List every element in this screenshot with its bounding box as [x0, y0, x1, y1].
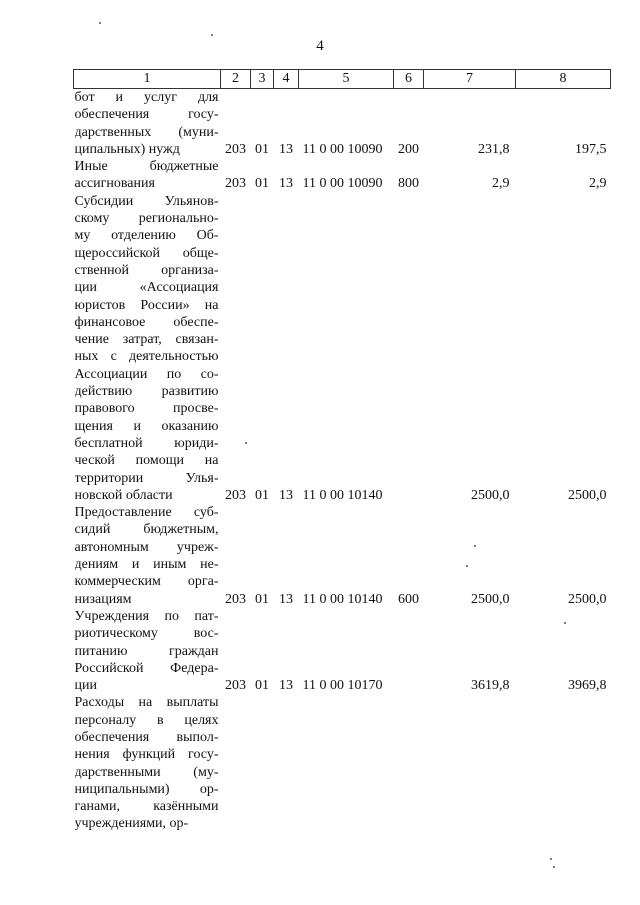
- amount-col8-cell: 197,5: [575, 141, 607, 157]
- section-code-cell: 01: [255, 141, 269, 157]
- row-name-line: правового просве-: [74, 401, 219, 417]
- amount-col7-cell: 3619,8: [471, 678, 510, 694]
- amount-col7-cell: [424, 694, 516, 832]
- amount-col8-cell: 2,9: [589, 176, 607, 192]
- amount-col7-cell: 2,9: [492, 176, 510, 192]
- row-name-line: персоналу в целях: [74, 712, 219, 728]
- target-article-cell: 11 0 00 10140: [302, 591, 383, 607]
- row-name-line: ганами, казёнными: [74, 799, 219, 815]
- row-name-line: чение затрат, связан-: [74, 332, 219, 348]
- row-name-line: действию развитию: [74, 384, 219, 400]
- row-name-line: Субсидии Ульянов-: [74, 193, 219, 209]
- row-name-line: Расходы на выплаты: [74, 695, 219, 711]
- row-name-cell: [74, 608, 221, 694]
- row-name-line: дарственных (муни-: [74, 124, 219, 140]
- column-header: 7: [424, 70, 516, 89]
- amount-col8-cell: [516, 694, 611, 832]
- budget-table: [73, 69, 611, 833]
- subsection-code-cell: 13: [279, 591, 293, 607]
- row-name-line: бот и услуг для: [74, 90, 219, 105]
- row-name-line: скому регионально-: [74, 211, 219, 227]
- row-name-line: дарственными (му-: [74, 764, 219, 780]
- section-code-cell: 01: [255, 176, 269, 192]
- column-header: 6: [394, 70, 424, 89]
- expense-type-cell: [394, 694, 424, 832]
- column-header: 8: [516, 70, 611, 89]
- subsection-code-cell: 13: [279, 176, 293, 192]
- row-name-line: обеспечения выпол-: [74, 729, 219, 745]
- section-code-cell: 01: [255, 591, 269, 607]
- section-code-cell: [251, 694, 274, 832]
- row-name-line: щения и оказанию: [74, 418, 219, 434]
- admin-code-cell: 203: [225, 591, 246, 607]
- row-name-line: ческой помощи на: [74, 453, 219, 469]
- row-name-line: дениям и иным не-: [74, 557, 219, 573]
- row-name-line: низациям: [74, 591, 132, 607]
- table-row: [74, 694, 611, 832]
- amount-col8-cell: 2500,0: [568, 591, 607, 607]
- expense-type-cell: [394, 608, 424, 694]
- expense-type-cell: 600: [398, 591, 419, 607]
- row-name-line: ственной организа-: [74, 262, 219, 278]
- row-name-line: финансовое обеспе-: [74, 314, 219, 330]
- target-article-cell: 11 0 00 10090: [302, 141, 383, 157]
- amount-col8-cell: 3969,8: [568, 678, 607, 694]
- target-article-cell: 11 0 00 10170: [302, 678, 383, 694]
- column-header: 3: [251, 70, 274, 89]
- row-name-line: щероссийской обще-: [74, 245, 219, 261]
- row-name-line: ных с деятельностью: [74, 349, 219, 365]
- admin-code-cell: 203: [225, 176, 246, 192]
- row-name-cell: [74, 89, 221, 159]
- row-name-line: учреждениями, ор-: [74, 816, 189, 832]
- row-name-line: ципальных) нужд: [74, 141, 180, 157]
- row-name-line: новской области: [74, 487, 173, 503]
- admin-code-cell: 203: [225, 487, 246, 503]
- row-name-line: Российской Федера-: [74, 660, 219, 676]
- amount-col7-cell: 2500,0: [471, 591, 510, 607]
- row-name-line: бесплатной юриди-: [74, 435, 219, 451]
- row-name-line: коммерческим орга-: [74, 574, 219, 590]
- row-name-cell: [74, 193, 221, 504]
- table-row: [74, 504, 611, 608]
- section-code-cell: 01: [255, 487, 269, 503]
- admin-code-cell: 203: [225, 141, 246, 157]
- table-row: [74, 193, 611, 504]
- row-name-line: Предоставление суб-: [74, 505, 219, 521]
- target-article-cell: 11 0 00 10090: [302, 176, 383, 192]
- subsection-code-cell: 13: [279, 141, 293, 157]
- row-name-line: ассигнования: [74, 176, 155, 192]
- row-name-line: автономным учреж-: [74, 539, 219, 555]
- row-name-line: сидий бюджетным,: [74, 522, 219, 538]
- row-name-line: му отделению Об-: [74, 228, 219, 244]
- section-code-cell: 01: [255, 678, 269, 694]
- column-header: 1: [74, 70, 221, 89]
- expense-type-cell: 200: [398, 141, 419, 157]
- page-number: 4: [316, 38, 324, 54]
- column-header: 5: [299, 70, 394, 89]
- row-name-line: юристов России» на: [74, 297, 219, 313]
- column-header: 2: [221, 70, 251, 89]
- column-header: 4: [274, 70, 299, 89]
- amount-col7-cell: 2500,0: [471, 487, 510, 503]
- expense-type-cell: 800: [398, 176, 419, 192]
- row-name-line: Иные бюджетные: [74, 159, 219, 175]
- admin-code-cell: 203: [225, 678, 246, 694]
- row-name-cell: [74, 158, 221, 193]
- subsection-code-cell: [274, 694, 299, 832]
- row-name-cell: [74, 504, 221, 608]
- table-body: [74, 89, 611, 833]
- row-name-line: ции «Ассоциация: [74, 280, 219, 296]
- amount-col7-cell: 231,8: [478, 141, 510, 157]
- row-name-line: ниципальными) ор-: [74, 781, 219, 797]
- subsection-code-cell: 13: [279, 487, 293, 503]
- table-row: [74, 89, 611, 159]
- target-article-cell: [299, 694, 394, 832]
- row-name-line: Ассоциации по со-: [74, 366, 219, 382]
- subsection-code-cell: 13: [279, 678, 293, 694]
- amount-col8-cell: 2500,0: [568, 487, 607, 503]
- row-name-cell: [74, 694, 221, 832]
- row-name-line: питанию граждан: [74, 643, 219, 659]
- row-name-line: ции: [74, 678, 97, 694]
- admin-code-cell: [221, 694, 251, 832]
- table-header-row: [74, 70, 611, 89]
- target-article-cell: 11 0 00 10140: [302, 487, 383, 503]
- row-name-line: Учреждения по пат-: [74, 608, 219, 624]
- row-name-line: нения функций госу-: [74, 747, 219, 763]
- table-row: [74, 158, 611, 193]
- row-name-line: риотическому вос-: [74, 626, 219, 642]
- row-name-line: обеспечения госу-: [74, 107, 219, 123]
- table-row: [74, 608, 611, 694]
- expense-type-cell: [394, 193, 424, 504]
- row-name-line: территории Улья-: [74, 470, 219, 486]
